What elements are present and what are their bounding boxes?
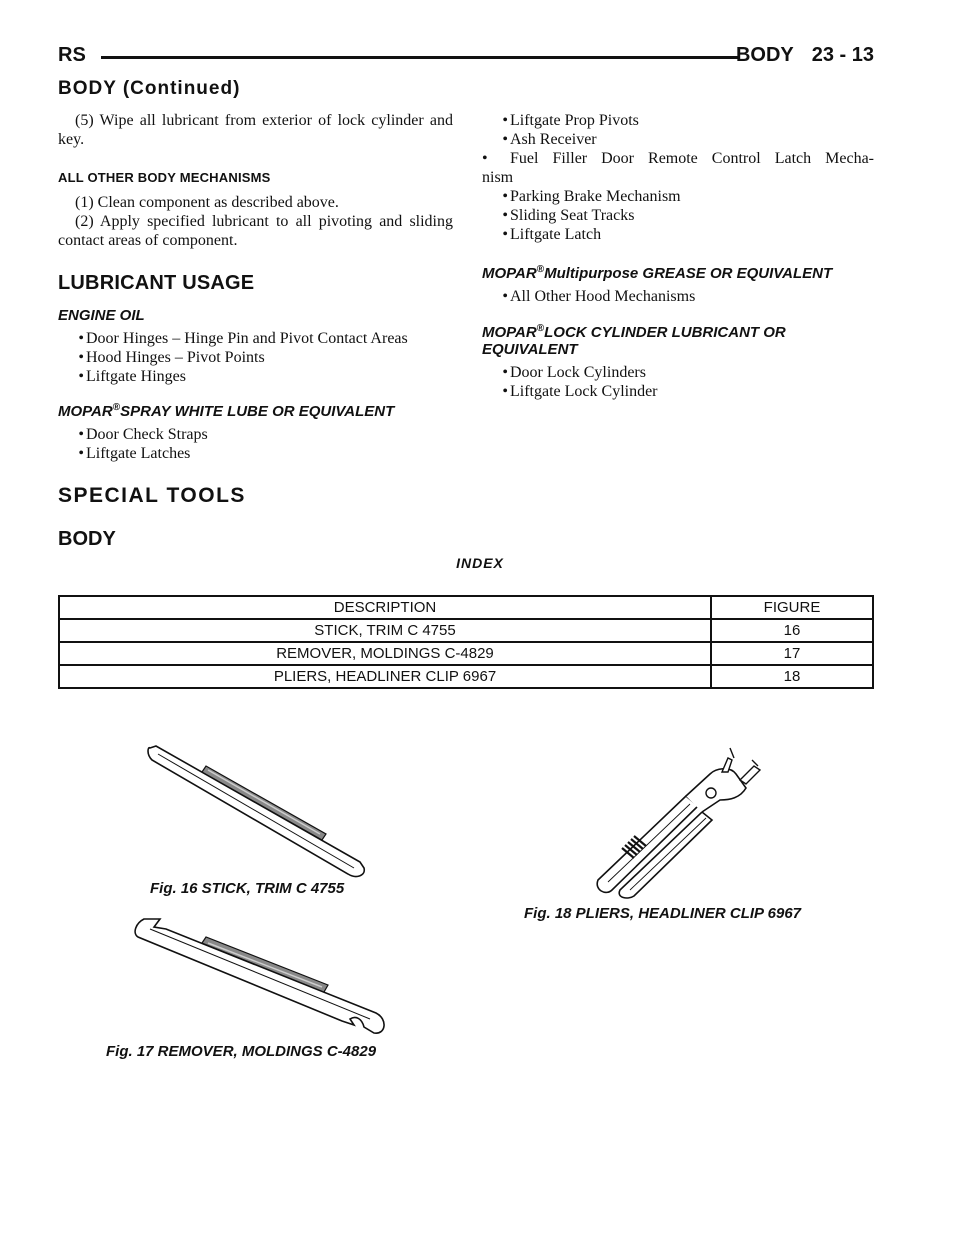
special-tools-index-table (58, 595, 874, 689)
list-item: • Ash Receiver (482, 130, 874, 149)
header-section: BODY (735, 44, 794, 66)
figure-18-caption: Fig. 18 PLIERS, HEADLINER CLIP 6967 (524, 905, 802, 922)
list-item: • All Other Hood Mechanisms (482, 287, 874, 306)
table-cell-description: PLIERS, HEADLINER CLIP 6967 (59, 665, 711, 688)
list-item: • Sliding Seat Tracks (482, 206, 874, 225)
table-row (59, 665, 873, 688)
lock-cylinder-list (482, 363, 874, 401)
list-item-continuation: nism (482, 169, 514, 186)
table-cell-description: STICK, TRIM C 4755 (59, 619, 711, 642)
bullet-icon: • (78, 426, 84, 443)
list-item: • Fuel Filler Door Remote Control Latch Mecha- (482, 150, 874, 167)
table-cell-figure: 18 (711, 665, 873, 688)
table-row (59, 619, 873, 642)
list-item: • Door Lock Cylinders (482, 363, 874, 382)
column-header-figure: FIGURE (711, 596, 873, 619)
heading-body: BODY (58, 528, 116, 550)
paragraph-clean-component: (1) Clean component as described above. (75, 194, 339, 211)
subheading-spray-white-lube: MOPAR®SPRAY WHITE LUBE OR EQUIVALENT (58, 402, 395, 420)
header-page-number: 23 - 13 (811, 44, 874, 66)
bullet-icon: • (502, 112, 508, 129)
bullet-icon: • (78, 349, 84, 366)
subheading-multipurpose-grease: MOPAR®Multipurpose GREASE OR EQUIVALENT (482, 264, 833, 282)
header-left-code: RS (58, 44, 86, 66)
header-right (736, 44, 874, 67)
list-item: • Liftgate Latch (482, 225, 874, 244)
bullet-icon: • (78, 368, 84, 385)
list-item: • Hood Hinges – Pivot Points (58, 348, 453, 367)
list-item: • Liftgate Lock Cylinder (482, 382, 874, 401)
figure-17-caption: Fig. 17 REMOVER, MOLDINGS C-4829 (106, 1043, 377, 1060)
list-item: • Liftgate Latches (58, 444, 453, 463)
bullet-icon: • (502, 288, 508, 305)
list-item: • Door Check Straps (58, 425, 453, 444)
index-title: INDEX (456, 555, 504, 571)
engine-oil-list-continued (482, 111, 874, 244)
trim-stick-illustration (140, 742, 372, 882)
column-header-description: DESCRIPTION (59, 596, 711, 619)
list-item: • Liftgate Prop Pivots (482, 111, 874, 130)
left-column (58, 111, 453, 463)
list-item: • Liftgate Hinges (58, 367, 453, 386)
table-cell-description: REMOVER, MOLDINGS C-4829 (59, 642, 711, 665)
header-rule (101, 56, 738, 59)
figure-16-caption: Fig. 16 STICK, TRIM C 4755 (150, 880, 345, 897)
subheading-engine-oil: ENGINE OIL (58, 307, 145, 324)
bullet-icon: • (502, 226, 508, 243)
bullet-icon: • (482, 150, 488, 167)
bullet-icon: • (78, 445, 84, 462)
list-item: • Door Hinges – Hinge Pin and Pivot Contact Areas (58, 329, 453, 348)
bullet-icon: • (502, 383, 508, 400)
bullet-icon: • (502, 131, 508, 148)
bullet-icon: • (78, 330, 84, 347)
table-header-row (59, 596, 873, 619)
bullet-icon: • (502, 207, 508, 224)
bullet-icon: • (502, 188, 508, 205)
grease-list (482, 287, 874, 306)
right-column (482, 111, 874, 401)
heading-special-tools: SPECIAL TOOLS (58, 484, 246, 507)
table-cell-figure: 16 (711, 619, 873, 642)
heading-lubricant-usage: LUBRICANT USAGE (58, 272, 255, 294)
table-cell-figure: 17 (711, 642, 873, 665)
spray-lube-list (58, 425, 453, 463)
table-row (59, 642, 873, 665)
list-item: • Parking Brake Mechanism (482, 187, 874, 206)
moldings-remover-illustration (130, 915, 392, 1040)
engine-oil-list (58, 329, 453, 386)
headliner-clip-pliers-illustration (590, 740, 770, 900)
subheading-lock-cylinder-lubricant: MOPAR®LOCK CYLINDER LUBRICANT OR EQUIVALENT (482, 323, 786, 358)
subheading-other-mechanisms: ALL OTHER BODY MECHANISMS (58, 170, 271, 185)
continued-heading: BODY (Continued) (58, 78, 241, 99)
paragraph-wipe-lubricant: (5) Wipe all lubricant from exterior of lock cylinder and key. (58, 112, 453, 148)
bullet-icon: • (502, 364, 508, 381)
paragraph-apply-lubricant: (2) Apply specified lubricant to all pivoting and sliding contact areas of component. (58, 213, 453, 249)
